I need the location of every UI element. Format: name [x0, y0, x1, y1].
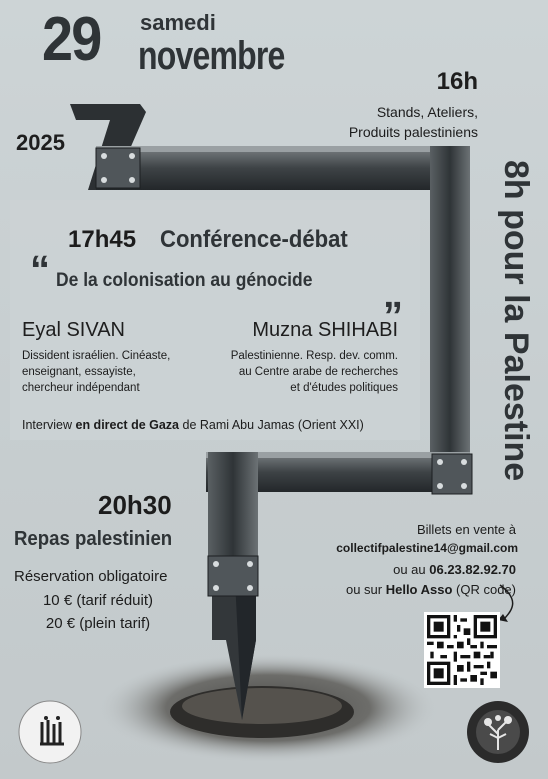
tickets-intro: Billets en vente à: [416, 522, 516, 537]
phone-pre: ou au: [393, 562, 430, 577]
vertical-title-text: 8h pour la Palestine: [497, 160, 535, 482]
event-year: 2025: [16, 130, 65, 155]
hello-pre: ou sur: [345, 582, 386, 597]
reservation-notice: Réservation obligatoire: [14, 568, 168, 585]
speaker-1-name: Eyal SIVAN: [22, 319, 125, 341]
collectif-logo: [466, 700, 530, 764]
interview-pre: Interview: [22, 418, 76, 432]
conference-time: 17h45: [68, 226, 137, 253]
event-day: 29: [42, 5, 101, 74]
afps-logo-icon: [18, 700, 82, 764]
conference-theme: De la colonisation au génocide: [56, 270, 313, 291]
meal-label: Repas palestinien: [14, 528, 173, 550]
speaker-2-desc: Palestinienne. Resp. dev. comm.: [230, 350, 398, 362]
speaker-1-desc: enseignant, essayiste,: [22, 366, 136, 378]
price-reduced: 10 € (tarif réduit): [42, 592, 154, 609]
vertical-title: [496, 160, 536, 500]
meal-time: 20h30: [98, 490, 172, 520]
event-month: novembre: [138, 34, 285, 78]
speaker-2-desc: au Centre arabe de recherches: [238, 366, 398, 378]
qr-code-icon: [427, 615, 497, 685]
open-quote: “: [30, 248, 50, 292]
speaker-1-desc: Dissident israélien. Cinéaste,: [22, 350, 171, 362]
stands-line-2: Produits palestiniens: [348, 124, 478, 140]
interview-highlight: en direct de Gaza: [75, 418, 180, 432]
contact-email[interactable]: collectifpalestine14@gmail.com: [336, 541, 518, 555]
helloasso-line: [346, 582, 516, 597]
speaker-2-desc: et d'études politiques: [290, 382, 398, 394]
contact-phone-line: [393, 562, 516, 577]
helloasso-link[interactable]: Hello Asso: [385, 582, 453, 597]
afps-logo: [18, 700, 82, 764]
qr-code[interactable]: [424, 612, 500, 688]
price-full: 20 € (plein tarif): [45, 615, 151, 632]
close-quote: „: [383, 272, 403, 316]
event-weekday: samedi: [140, 10, 216, 35]
stands-line-1: Stands, Ateliers,: [376, 104, 478, 120]
contact-phone[interactable]: 06.23.82.92.70: [429, 562, 516, 577]
collectif-logo-icon: [466, 700, 530, 764]
interview-post: de Rami Abu Jamas (Orient XXI): [179, 418, 364, 432]
conference-label: Conférence-débat: [160, 226, 348, 253]
stands-time: 16h: [436, 68, 478, 95]
speaker-2-name: Muzna SHIHABI: [252, 319, 398, 341]
speaker-1-desc: chercheur indépendant: [22, 382, 140, 394]
interview-line: [22, 418, 364, 432]
hello-post: (QR code): [452, 582, 516, 597]
